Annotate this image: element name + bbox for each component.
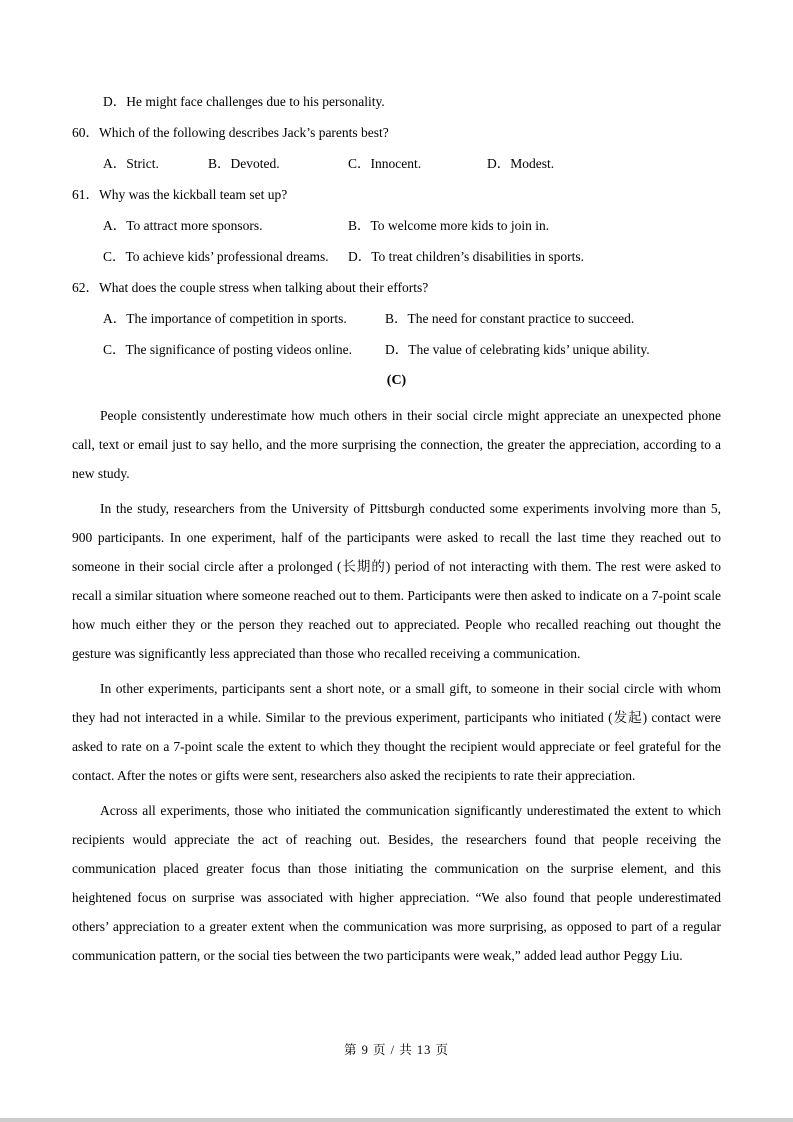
- question-60-options: [72, 154, 721, 174]
- option-line-d-previous-question: D．He might face challenges due to his personality.: [103, 94, 385, 109]
- passage-paragraph-2: In the study, researchers from the University of Pittsburgh conducted some experiments involving more than 5, 900 participants. In one experiment, half of the participants were asked to recall the last time they reached out to someone in their social circle after a prolonged (长期的) period of not interacting with them. The rest were asked to recall a similar situation where someone reached out to them. Participants were then asked to indicate on a 7-point scale how much either they or the person they reached out to appreciated. People who recalled reaching out thought the gesture was significantly less appreciated than those who recalled receiving a communication.: [72, 501, 721, 661]
- question-60-option-a: A．Strict.: [103, 156, 159, 171]
- question-62-option-b: B．The need for constant practice to succeed.: [385, 311, 635, 326]
- question-62-option-d: D．The value of celebrating kids’ unique ability.: [385, 342, 650, 357]
- passage-paragraph-1: People consistently underestimate how much others in their social circle might appreciate an unexpected phone call, text or email just to say hello, and the more surprising the connection, the greater the appreciation, according to a new study.: [72, 408, 721, 481]
- question-60-option-c: C．Innocent.: [348, 156, 422, 171]
- question-61-option-d: D．To treat children’s disabilities in sports.: [348, 249, 585, 264]
- question-60-option-b: B．Devoted.: [208, 156, 280, 171]
- question-61-options-cd: [72, 247, 721, 267]
- question-62-stem: 62．What does the couple stress when talking about their efforts?: [72, 280, 429, 295]
- question-62-option-c: C．The significance of posting videos online.: [103, 342, 352, 357]
- question-60-option-d: D．Modest.: [487, 156, 555, 171]
- passage-paragraph-3: In other experiments, participants sent a short note, or a small gift, to someone in their social circle with whom they had not interacted in a while. Similar to the previous experiment, participants who initiated (发起) contact were asked to rate on a 7-point scale the extent to which they thought the recipient would appreciate or feel grateful for the contact. After the notes or gifts were sent, researchers also asked the recipients to rate their appreciation.: [72, 681, 721, 783]
- question-61-option-b: B．To welcome more kids to join in.: [348, 218, 550, 233]
- page-content: [72, 92, 721, 970]
- question-61-stem: 61．Why was the kickball team set up?: [72, 187, 288, 202]
- window-bottom-edge: [0, 1118, 793, 1122]
- question-61-option-a: A．To attract more sponsors.: [103, 218, 263, 233]
- question-61-option-c: C．To achieve kids’ professional dreams.: [103, 249, 329, 264]
- passage-paragraph-4: Across all experiments, those who initiated the communication significantly underestimated the extent to which recipients would appreciate the act of reaching out. Besides, the researchers found that people receiving the communication placed greater focus than those initiating the communication on the surprise element, and this heightened focus on surprise was associated with higher appreciation. “We also found that people underestimated others’ appreciation to a greater extent when the communication was more surprising, as opposed to part of a regular communication pattern, or the social ties between the two participants were weak,” added lead author Peggy Liu.: [72, 803, 721, 963]
- page-footer: 第 9 页 / 共 13 页: [344, 1043, 449, 1057]
- section-c-heading: (C): [386, 373, 407, 388]
- question-60-stem: 60．Which of the following describes Jack’s parents best?: [72, 125, 389, 140]
- question-62-options-cd: [72, 340, 721, 360]
- question-62-option-a: A．The importance of competition in sports.: [103, 311, 347, 326]
- question-61-options-ab: [72, 216, 721, 236]
- question-62-options-ab: [72, 309, 721, 329]
